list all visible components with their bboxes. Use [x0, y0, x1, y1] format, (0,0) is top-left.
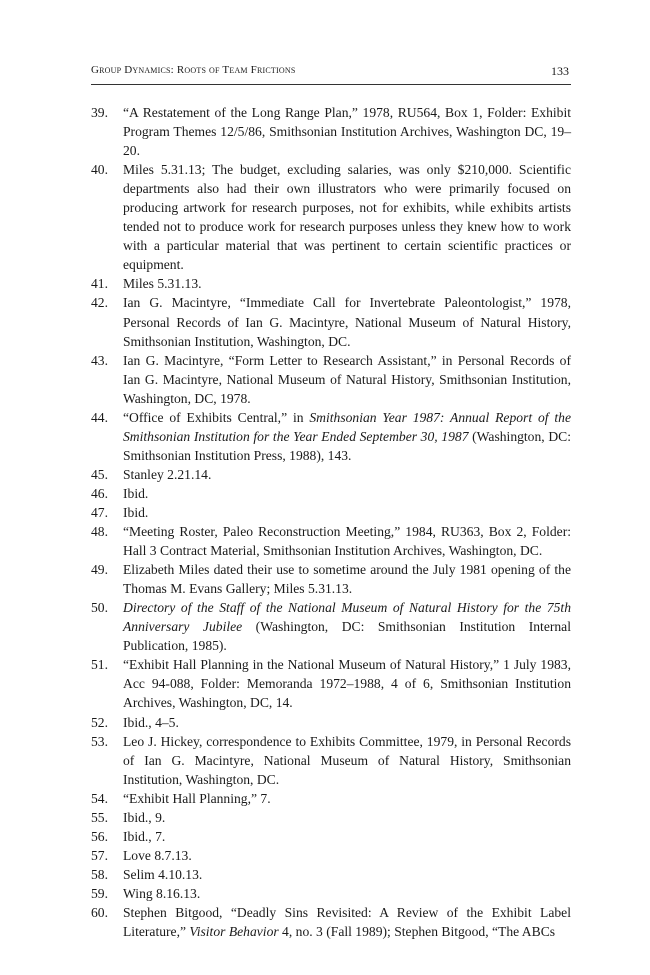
endnote-number: 49. [91, 562, 108, 578]
endnote-number: 43. [91, 352, 108, 368]
endnote-number: 51. [91, 657, 108, 673]
endnote-text [123, 867, 202, 882]
text-segment: Stephen Bitgood, “Deadly Sins Revisited: A Review of the Exhibit Label Literature,” [123, 904, 571, 940]
endnote [91, 560, 571, 598]
text-segment: Ibid. [123, 485, 149, 501]
text-segment: Elizabeth Miles dated their use to sometime around the July 1981 opening of the Thomas M. Evans Gallery; Miles 5.31.13. [123, 562, 571, 597]
endnote-text [123, 295, 571, 348]
text-segment: “Exhibit Hall Planning,” 7. [123, 790, 271, 806]
endnote [91, 503, 571, 522]
endnote [91, 484, 571, 503]
endnote-text [123, 848, 192, 863]
endnote [91, 160, 571, 274]
endnote [91, 522, 571, 560]
text-segment: Love 8.7.13. [123, 847, 192, 863]
endnote-text [123, 600, 571, 653]
endnote-text [123, 734, 571, 787]
text-segment: (Washington, DC: Smithsonian Institution Internal Publication, 1985). [123, 619, 571, 654]
text-segment: Miles 5.31.13. [123, 276, 202, 292]
text-segment: 4, no. 3 (Fall 1989); Stephen Bitgood, “The ABCs [278, 924, 556, 940]
text-segment: (Washington, DC: Smithsonian Institution Press, 1988), 143. [123, 428, 571, 463]
italic-title: Visitor Behavior [189, 924, 279, 940]
endnote [91, 655, 571, 712]
text-segment: Ian G. Macintyre, “Immediate Call for Invertebrate Paleontologist,” 1978, Personal Records of Ian G. Macintyre, National Museum of Natural History, Smithsonian Institution, Washington, DC. [123, 295, 571, 349]
header-rule [91, 84, 571, 85]
endnote-text [123, 276, 202, 291]
text-segment: “Meeting Roster, Paleo Reconstruction Meeting,” 1984, RU363, Box 2, Folder: Hall 3 Contract Material, Smithsonian Institution Archives, Washington, DC. [123, 524, 571, 559]
endnote-text [123, 486, 148, 501]
text-segment: Ibid., 7. [123, 828, 166, 844]
italic-title: Smithsonian Year 1987: Annual Report of the Smithsonian Institution for the Year Ended September 30, 1987 [123, 409, 571, 444]
endnote-number: 42. [91, 295, 108, 311]
text-segment: “Office of Exhibits Central,” in [123, 409, 310, 425]
text-segment: “A Restatement of the Long Range Plan,” 1978, RU564, Box 1, Folder: Exhibit Program Themes 12/5/86, Smithsonian Institution Archives, Washington DC, 19–20. [123, 105, 571, 159]
text-segment: Wing 8.16.13. [123, 885, 201, 901]
endnote [91, 827, 571, 846]
endnote-number: 40. [91, 162, 108, 178]
endnote [91, 408, 571, 465]
text-segment: Ibid., 4–5. [123, 714, 179, 730]
endnotes-list [91, 103, 571, 941]
italic-title: Directory of the Staff of the National Museum of Natural History for the 75th Anniversary Jubilee [123, 600, 571, 635]
endnote [91, 865, 571, 884]
endnote-number: 48. [91, 524, 108, 540]
text-segment: Ibid. [123, 504, 149, 520]
text-segment: Leo J. Hickey, correspondence to Exhibits Committee, 1979, in Personal Records of Ian G. Macintyre, National Museum of Natural History, Smithsonian Institution, Washington, DC. [123, 733, 571, 787]
endnote-text [123, 105, 571, 158]
endnote-number: 53. [91, 733, 108, 749]
text-segment: Selim 4.10.13. [123, 866, 203, 882]
endnote-text [123, 524, 571, 558]
endnote-number: 47. [91, 504, 108, 520]
endnote-number: 58. [91, 866, 108, 882]
endnote-text [123, 829, 165, 844]
endnote-text [123, 505, 148, 520]
endnote [91, 274, 571, 293]
endnote-number: 57. [91, 847, 108, 863]
endnote-text [123, 562, 571, 596]
endnote-number: 59. [91, 885, 108, 901]
endnote-text [123, 905, 571, 939]
endnote [91, 713, 571, 732]
endnote-text [123, 810, 165, 825]
endnote [91, 808, 571, 827]
endnote-text [123, 467, 211, 482]
endnote-number: 44. [91, 409, 108, 425]
endnote [91, 598, 571, 655]
running-head: Group Dynamics: Roots of Team Frictions [91, 64, 296, 76]
endnote-text [123, 715, 179, 730]
endnote-number: 60. [91, 904, 108, 920]
endnote [91, 351, 571, 408]
text-segment: Ian G. Macintyre, “Form Letter to Research Assistant,” in Personal Records of Ian G. Macintyre, National Museum of Natural History, Smithsonian Institution, Washington, DC, 1978. [123, 352, 571, 406]
endnote-text [123, 410, 571, 463]
endnote-number: 46. [91, 485, 108, 501]
endnote-number: 41. [91, 276, 108, 292]
endnote-number: 50. [91, 600, 108, 616]
endnote [91, 903, 571, 941]
endnote-text [123, 162, 571, 272]
text-segment: Ibid., 9. [123, 809, 166, 825]
text-segment: “Exhibit Hall Planning in the National Museum of Natural History,” 1 July 1983, Acc 94-088, Folder: Memoranda 1972–1988, 4 of 6, Smithsonian Institution Archives, Washington, DC, 14. [123, 657, 571, 711]
endnote [91, 884, 571, 903]
page-number: 133 [551, 64, 569, 78]
endnote [91, 465, 571, 484]
endnote-number: 54. [91, 790, 108, 806]
endnote [91, 103, 571, 160]
endnote [91, 732, 571, 789]
endnote [91, 846, 571, 865]
endnote [91, 293, 571, 350]
endnote-number: 45. [91, 466, 108, 482]
endnote-number: 55. [91, 809, 108, 825]
endnote-number: 52. [91, 714, 108, 730]
endnote-text [123, 791, 271, 806]
endnote-number: 56. [91, 828, 108, 844]
endnote [91, 789, 571, 808]
text-segment: Miles 5.31.13; The budget, excluding salaries, was only $210,000. Scientific departments also had their own illustrators who were primarily focused on producing artwork for research purposes, not for exhibits, while exhibits artists tended not to produce work for research purposes unless they knew how to work with a particular material that was pertinent to certain scientific practices or equipment. [123, 162, 571, 273]
endnote-text [123, 353, 571, 406]
endnote-text [123, 657, 571, 710]
endnote-text [123, 886, 200, 901]
endnote-number: 39. [91, 105, 108, 120]
page-header [91, 64, 571, 84]
text-segment: Stanley 2.21.14. [123, 466, 212, 482]
